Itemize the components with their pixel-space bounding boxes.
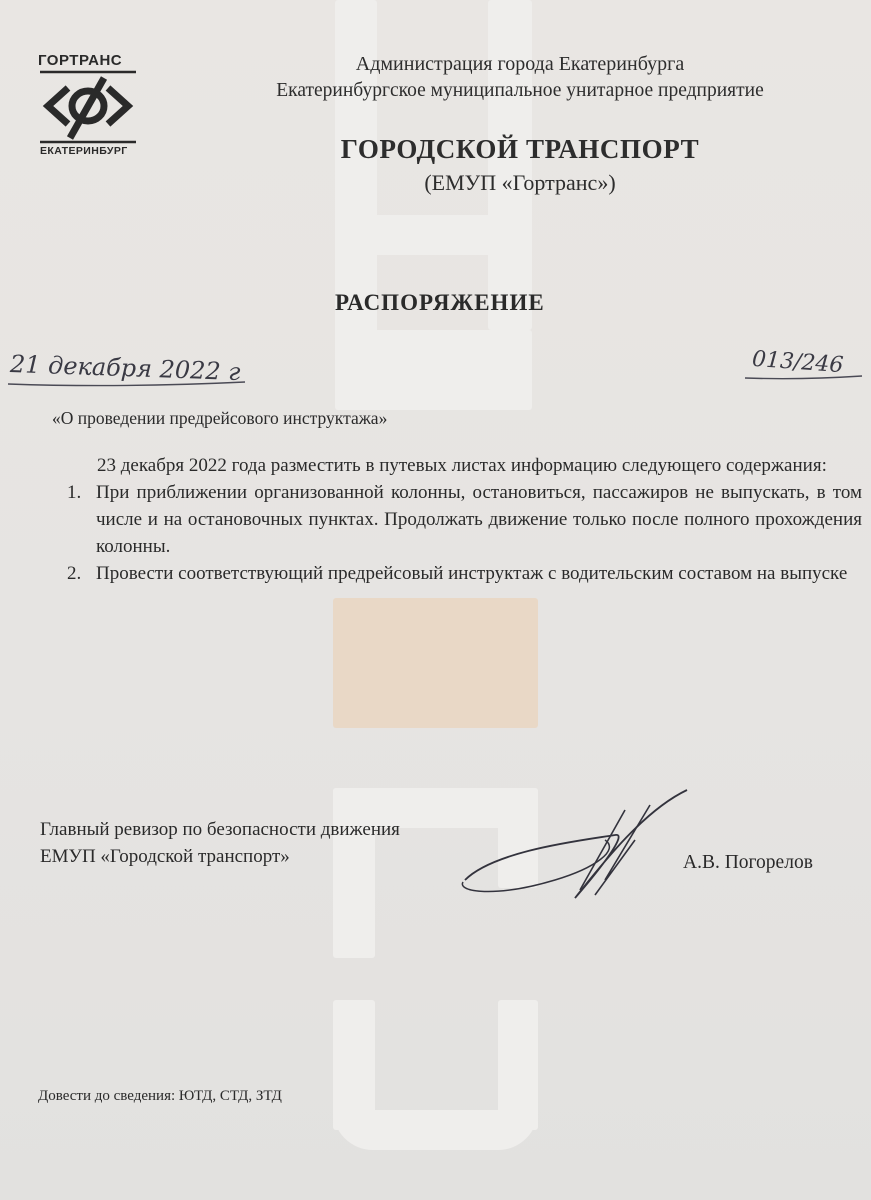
list-item	[40, 479, 862, 560]
document-body	[40, 452, 862, 587]
watermark-dot	[333, 598, 538, 728]
handwritten-signature-icon	[455, 780, 695, 905]
list-item-number: 1.	[67, 482, 82, 503]
handwritten-underlines	[0, 0, 871, 400]
list-item	[40, 560, 862, 587]
document-type-heading: РАСПОРЯЖЕНИЕ	[335, 290, 545, 315]
list-item-number: 2.	[67, 563, 82, 584]
logo-bottom-text: ЕКАТЕРИНБУРГ	[40, 145, 128, 157]
list-item-text: Провести соответствующий предрейсовый инструктаж с водительским составом на выпуске	[96, 563, 848, 584]
list-item-text: При приближении организованной колонны, остановиться, пассажиров не выпускать, в том числе и на остановочных пунктах. Продолжать движение только после полного прохождения колонны.	[96, 482, 862, 557]
administration-line: Администрация города Екатеринбурга	[355, 53, 685, 75]
signatory-position-line2: ЕМУП «Городской транспорт»	[40, 846, 290, 867]
document-date-handwritten: 21 декабря 2022 г	[9, 350, 241, 387]
document-number-handwritten: 013/246	[751, 346, 845, 379]
body-intro-paragraph: 23 декабря 2022 года разместить в путевых листах информацию следующего содержания:	[97, 455, 827, 476]
instruction-list	[40, 479, 862, 587]
signatory-name: А.В. Погорелов	[683, 852, 813, 873]
watermark-letter-bar	[333, 1110, 538, 1150]
organization-title: ГОРОДСКОЙ ТРАНСПОРТ	[340, 134, 700, 164]
document-subject: «О проведении предрейсового инструктажа»	[52, 408, 388, 428]
distribution-list: Довести до сведения: ЮТД, СТД, ЗТД	[38, 1088, 282, 1104]
logo-top-text: ГОРТРАНС	[38, 52, 123, 69]
signatory-position-line1: Главный ревизор по безопасности движения	[40, 819, 400, 840]
enterprise-line: Екатеринбургское муниципальное унитарное предприятие	[276, 80, 764, 101]
organization-short-name: (ЕМУП «Гортранс»)	[424, 170, 616, 195]
